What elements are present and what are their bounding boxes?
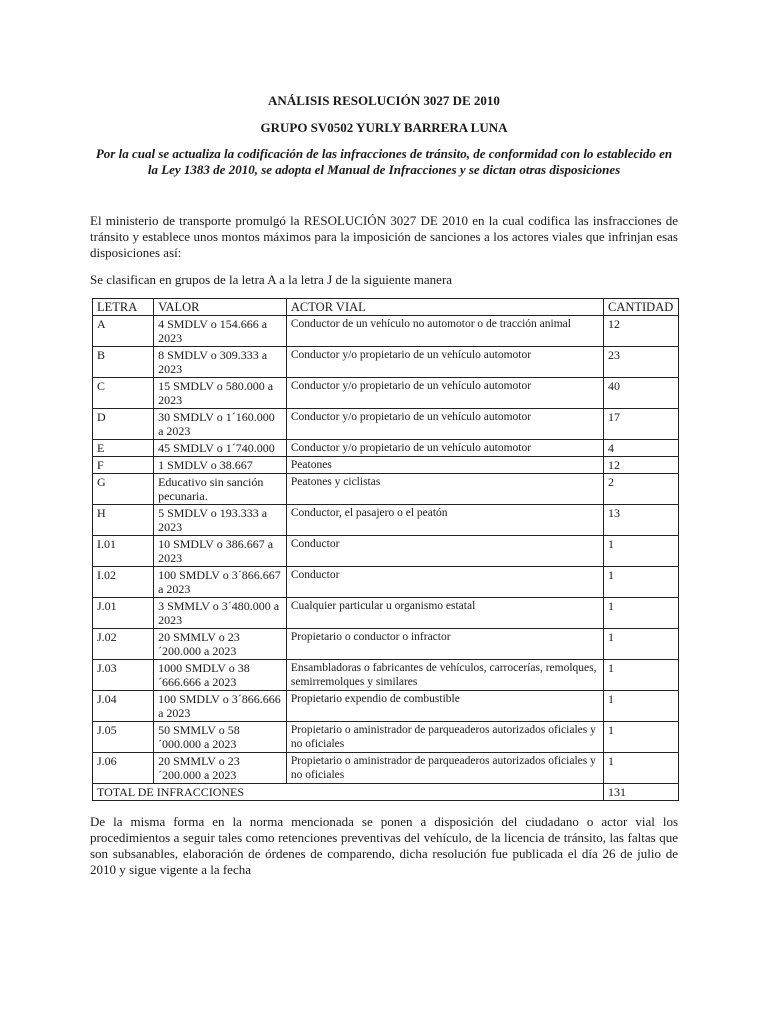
table-row [93,316,679,347]
cell-actor: Conductor [286,567,603,598]
total-label: TOTAL DE INFRACCIONES [93,784,604,801]
cell-actor: Conductor y/o propietario de un vehículo automotor [286,347,603,378]
table-row [93,505,679,536]
cell-actor: Peatones y ciclistas [286,474,603,505]
table-row [93,598,679,629]
total-cantidad: 131 [603,784,678,801]
header-valor: VALOR [154,299,287,316]
cell-letra: E [93,440,154,457]
header-cantidad: CANTIDAD [603,299,678,316]
cell-valor: 1000 SMDLV o 38´666.666 a 2023 [154,660,287,691]
document-group: GRUPO SV0502 YURLY BARRERA LUNA [260,120,508,135]
cell-letra: D [93,409,154,440]
cell-cantidad: 12 [603,316,678,347]
cell-actor: Propietario o aministrador de parqueaderos autorizados oficiales y no oficiales [286,722,603,753]
cell-valor: 20 SMMLV o 23´200.000 a 2023 [154,629,287,660]
cell-letra: J.04 [93,691,154,722]
table-body [93,316,679,784]
cell-actor: Conductor y/o propietario de un vehículo automotor [286,378,603,409]
cell-letra: G [93,474,154,505]
table-row [93,347,679,378]
cell-cantidad: 1 [603,691,678,722]
cell-actor: Conductor, el pasajero o el peatón [286,505,603,536]
table-row [93,536,679,567]
table-row [93,457,679,474]
cell-letra: A [93,316,154,347]
table-row [93,440,679,457]
table-row [93,378,679,409]
table-row [93,567,679,598]
cell-valor: 3 SMMLV o 3´480.000 a 2023 [154,598,287,629]
intro-paragraph: El ministerio de transporte promulgó la RESOLUCIÓN 3027 DE 2010 en la cual codifica las insfracciones de tránsito y establece unos montos máximos para la imposición de sanciones a los actores viales que infrinjan esas disposiciones así: [90,213,678,260]
cell-letra: J.03 [93,660,154,691]
cell-cantidad: 12 [603,457,678,474]
cell-cantidad: 40 [603,378,678,409]
cell-valor: 10 SMDLV o 386.667 a 2023 [154,536,287,567]
document-title: ANÁLISIS RESOLUCIÓN 3027 DE 2010 [268,93,500,108]
infractions-table [92,298,679,801]
table-row [93,660,679,691]
cell-actor: Propietario o aministrador de parqueaderos autorizados oficiales y no oficiales [286,753,603,784]
cell-cantidad: 1 [603,722,678,753]
cell-cantidad: 23 [603,347,678,378]
table-total-row [93,784,679,801]
cell-cantidad: 4 [603,440,678,457]
cell-actor: Peatones [286,457,603,474]
cell-actor: Propietario o conductor o infractor [286,629,603,660]
cell-letra: F [93,457,154,474]
table-row [93,409,679,440]
cell-letra: I.02 [93,567,154,598]
cell-actor: Propietario expendio de combustible [286,691,603,722]
header-actor: ACTOR VIAL [286,299,603,316]
cell-letra: J.02 [93,629,154,660]
cell-actor: Conductor [286,536,603,567]
cell-valor: 1 SMDLV o 38.667 [154,457,287,474]
cell-valor: 5 SMDLV o 193.333 a 2023 [154,505,287,536]
cell-valor: 8 SMDLV o 309.333 a 2023 [154,347,287,378]
cell-cantidad: 1 [603,629,678,660]
table-row [93,722,679,753]
table-row [93,753,679,784]
closing-paragraph: De la misma forma en la norma mencionada se ponen a disposición del ciudadano o actor vial los procedimientos a seguir tales como retenciones preventivas del vehículo, de la licencia de tránsito, las faltas que son subsanables, elaboración de órdenes de comparendo, dicha resolución fue publicada el día 26 de julio de 2010 y sigue vigente a la fecha [90,814,678,877]
cell-letra: J.01 [93,598,154,629]
cell-letra: B [93,347,154,378]
cell-letra: J.06 [93,753,154,784]
cell-cantidad: 13 [603,505,678,536]
cell-valor: 45 SMDLV o 1´740.000 [154,440,287,457]
cell-valor: 4 SMDLV o 154.666 a 2023 [154,316,287,347]
cell-cantidad: 1 [603,753,678,784]
cell-letra: I.01 [93,536,154,567]
cell-cantidad: 1 [603,536,678,567]
cell-valor: 15 SMDLV o 580.000 a 2023 [154,378,287,409]
cell-valor: 100 SMDLV o 3´866.666 a 2023 [154,691,287,722]
cell-valor: 20 SMMLV o 23´200.000 a 2023 [154,753,287,784]
cell-cantidad: 1 [603,598,678,629]
cell-cantidad: 17 [603,409,678,440]
table-row [93,474,679,505]
cell-letra: C [93,378,154,409]
cell-valor: Educativo sin sanción pecunaria. [154,474,287,505]
cell-letra: H [93,505,154,536]
cell-cantidad: 1 [603,660,678,691]
document-subtitle: Por la cual se actualiza la codificación de las infracciones de tránsito, de conformidad con lo establecido en la Ley 1383 de 2010, se adopta el Manual de Infracciones y se dictan otras disposiciones [95,146,673,177]
table-row [93,691,679,722]
cell-actor: Cualquier particular u organismo estatal [286,598,603,629]
cell-valor: 100 SMDLV o 3´866.667 a 2023 [154,567,287,598]
cell-actor: Ensambladoras o fabricantes de vehículos, carrocerías, remolques, semirremolques y similares [286,660,603,691]
cell-cantidad: 1 [603,567,678,598]
cell-actor: Conductor de un vehículo no automotor o de tracción animal [286,316,603,347]
cell-valor: 30 SMDLV o 1´160.000 a 2023 [154,409,287,440]
cell-letra: J.05 [93,722,154,753]
cell-actor: Conductor y/o propietario de un vehículo automotor [286,440,603,457]
cell-cantidad: 2 [603,474,678,505]
classification-paragraph: Se clasifican en grupos de la letra A a la letra J de la siguiente manera [90,272,453,287]
cell-valor: 50 SMMLV o 58´000.000 a 2023 [154,722,287,753]
table-header-row [93,299,679,316]
header-letra: LETRA [93,299,154,316]
table-row [93,629,679,660]
cell-actor: Conductor y/o propietario de un vehículo automotor [286,409,603,440]
